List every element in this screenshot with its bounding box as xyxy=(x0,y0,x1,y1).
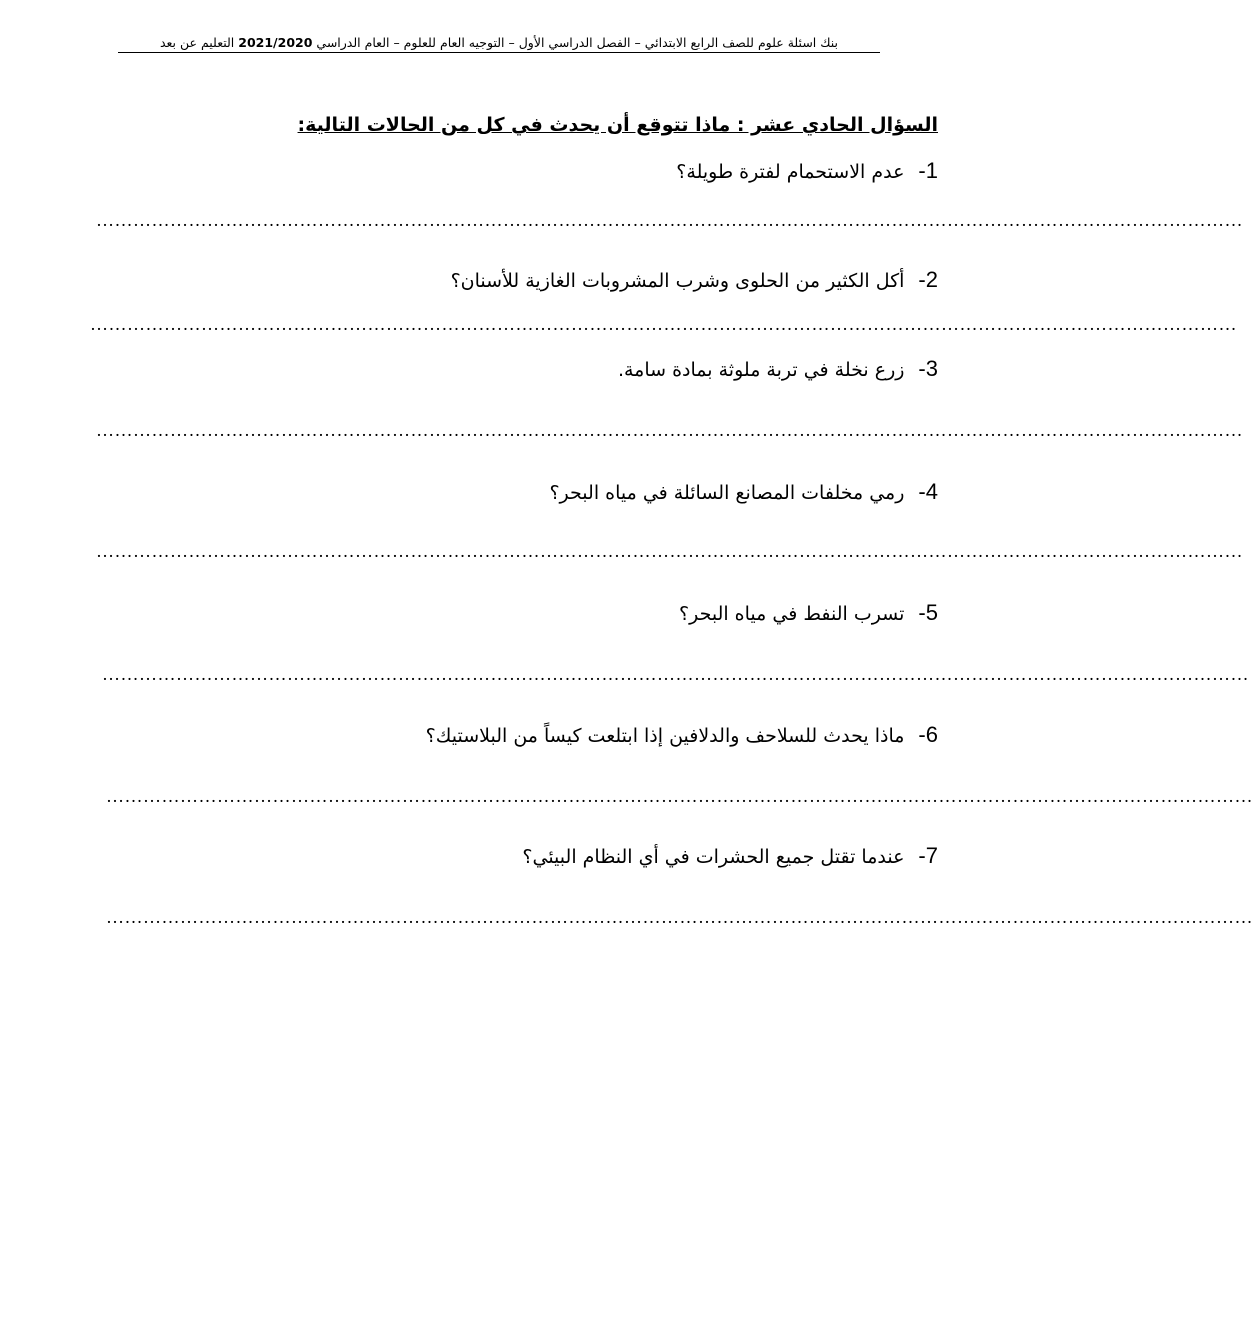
question-number: 2- xyxy=(918,267,938,292)
question-4 xyxy=(549,478,938,507)
answer-line-6[interactable]: …………………………………………………………………………………………………………………………………………………………………… xyxy=(106,786,1253,806)
answer-line-3[interactable]: …………………………………………………………………………………………………………………………………………………………………… xyxy=(96,420,1243,440)
answer-line-5[interactable]: …………………………………………………………………………………………………………………………………………………………………… xyxy=(102,664,1249,684)
header-suffix: التعليم عن بعد xyxy=(159,35,235,50)
header-prefix: بنك اسئلة علوم للصف الرابع الابتدائي – الفصل الدراسي الأول – التوجيه العام للعلوم – العام الدراسي xyxy=(316,35,839,50)
question-6 xyxy=(426,721,938,750)
question-text: زرع نخلة في تربة ملوثة بمادة سامة. xyxy=(617,359,905,381)
question-number: 3- xyxy=(918,356,938,381)
answer-line-1[interactable]: …………………………………………………………………………………………………………………………………………………………………… xyxy=(96,210,1243,230)
question-3 xyxy=(618,355,938,384)
question-text: تسرب النفط في مياه البحر؟ xyxy=(679,603,905,625)
question-text: عدم الاستحمام لفترة طويلة؟ xyxy=(676,161,905,183)
question-title: السؤال الحادي عشر : ماذا تتوقع أن يحدث في كل من الحالات التالية: xyxy=(297,114,938,136)
question-text: عندما تقتل جميع الحشرات في أي النظام البيئي؟ xyxy=(522,846,905,868)
question-number: 1- xyxy=(918,158,938,183)
page-header xyxy=(118,36,880,53)
question-text: أكل الكثير من الحلوى وشرب المشروبات الغازية للأسنان؟ xyxy=(450,270,905,292)
question-number: 5- xyxy=(918,600,938,625)
question-text: رمي مخلفات المصانع السائلة في مياه البحر؟ xyxy=(549,482,905,504)
header-year: 2021/2020 xyxy=(238,35,313,50)
question-text: ماذا يحدث للسلاحف والدلافين إذا ابتلعت كيساً من البلاستيك؟ xyxy=(425,725,905,747)
answer-line-7[interactable]: …………………………………………………………………………………………………………………………………………………………………… xyxy=(106,907,1253,927)
question-number: 4- xyxy=(918,479,938,504)
answer-line-2[interactable]: …………………………………………………………………………………………………………………………………………………………………… xyxy=(90,314,1237,334)
question-5 xyxy=(679,599,938,628)
question-7 xyxy=(522,842,938,871)
question-1 xyxy=(676,157,938,186)
question-number: 7- xyxy=(918,843,938,868)
answer-line-4[interactable]: …………………………………………………………………………………………………………………………………………………………………… xyxy=(96,541,1243,561)
question-number: 6- xyxy=(918,722,938,747)
question-2 xyxy=(451,266,938,295)
